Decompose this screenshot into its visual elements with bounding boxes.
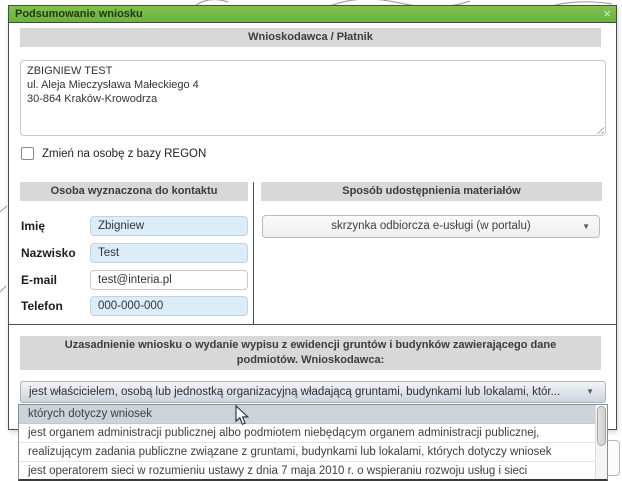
- justification-selected-value: jest właścicielem, osobą lub jednostką organizacyjną władającą gruntami, budynkami lub lokalami, któr...: [29, 386, 561, 398]
- first-name-label: Imię: [21, 219, 46, 233]
- last-name-label: Nazwisko: [21, 246, 76, 260]
- phone-row: [20, 296, 260, 316]
- dialog-titlebar[interactable]: [9, 6, 616, 23]
- dialog-title: Podsumowanie wniosku: [15, 8, 143, 20]
- email-label: E-mail: [21, 273, 58, 287]
- popup-scrollbar[interactable]: [595, 405, 607, 479]
- mouse-cursor-icon: [235, 405, 249, 426]
- last-name-row: [20, 243, 260, 263]
- applicant-section-header: Wnioskodawca / Płatnik: [20, 28, 601, 47]
- phone-label: Telefon: [21, 299, 63, 313]
- first-name-input[interactable]: [90, 216, 248, 236]
- delivery-section-header: Sposób udostępnienia materiałów: [261, 182, 602, 201]
- last-name-input[interactable]: [90, 243, 248, 263]
- email-input[interactable]: [90, 270, 248, 290]
- chevron-down-icon: ▼: [586, 387, 594, 396]
- close-icon[interactable]: ×: [603, 6, 611, 21]
- delivery-method-value: skrzynka odbiorcza e-usługi (w portalu): [331, 220, 531, 232]
- first-name-row: [20, 216, 260, 236]
- regon-checkbox[interactable]: [21, 147, 34, 160]
- justification-section-header: Uzasadnienie wniosku o wydanie wypisu z ewidencji gruntów i budynków zawierającego dane podmiotów. Wnioskodawca:: [20, 336, 601, 370]
- justification-option[interactable]: jest operatorem sieci w rozumieniu ustawy z dnia 7 maja 2010 r. o wspieraniu rozwoju usług i sieci: [19, 462, 596, 481]
- justification-options-popup: [18, 404, 608, 481]
- delivery-method-select[interactable]: [262, 215, 600, 238]
- regon-checkbox-row: [21, 146, 206, 161]
- popup-scrollbar-thumb[interactable]: [597, 406, 606, 446]
- justification-option[interactable]: jest organem administracji publicznej albo podmiotem niebędącym organem administracji publicznej,: [19, 424, 596, 443]
- regon-checkbox-label: Zmień na osobę z bazy REGON: [42, 147, 207, 160]
- chevron-down-icon: ▼: [582, 222, 590, 231]
- phone-input[interactable]: [90, 296, 248, 316]
- justification-select[interactable]: [20, 381, 606, 403]
- justification-option[interactable]: których dotyczy wniosek: [19, 405, 596, 424]
- summary-dialog: [8, 5, 617, 430]
- applicant-address-textarea[interactable]: [20, 60, 606, 136]
- applicant-address-wrap: [20, 60, 606, 136]
- email-row: [20, 270, 260, 290]
- contact-section-header: Osoba wyznaczona do kontaktu: [20, 182, 248, 201]
- section-divider: [9, 324, 616, 325]
- justification-option[interactable]: realizującym zadania publiczne związane z gruntami, budynkami lub lokalami, których dotyczy wniosek: [19, 443, 596, 462]
